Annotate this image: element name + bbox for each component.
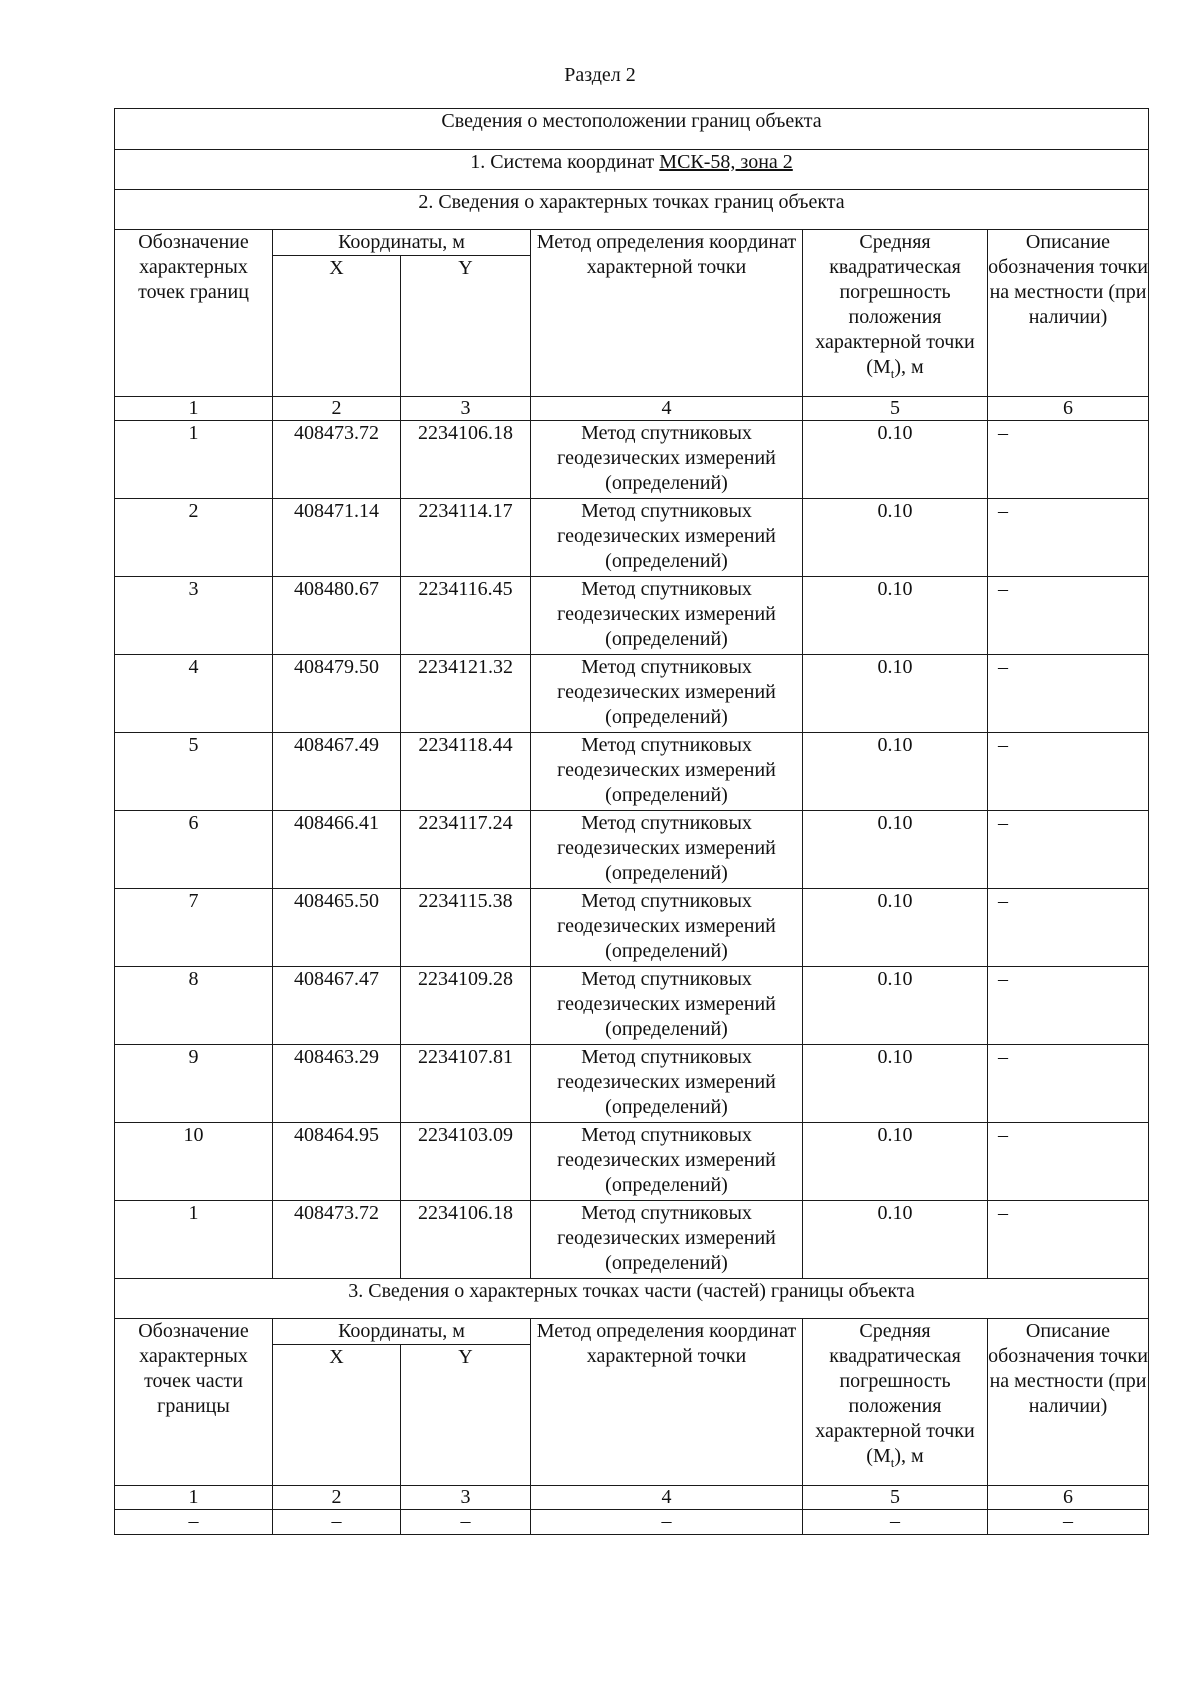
method-cell: Метод спутниковых геодезических измерений (определений) [531, 889, 803, 967]
error-cell: 0.10 [803, 499, 988, 577]
table-cell: – [531, 1510, 803, 1535]
table-row [115, 655, 1149, 733]
column-number: 6 [988, 1486, 1149, 1510]
header-coordinates: Координаты, м [273, 230, 531, 256]
y-cell: 2234107.81 [401, 1045, 531, 1123]
table-row [115, 889, 1149, 967]
column-number: 2 [273, 1486, 401, 1510]
header-mean-error-sub: t [890, 366, 895, 381]
y-cell: 2234121.32 [401, 655, 531, 733]
point-cell: 6 [115, 811, 273, 889]
table-row [115, 733, 1149, 811]
column-number: 4 [531, 397, 803, 421]
y-cell: 2234116.45 [401, 577, 531, 655]
method-cell: Метод спутниковых геодезических измерений (определений) [531, 733, 803, 811]
description-cell: – [988, 889, 1149, 967]
section-heading: 3. Сведения о характерных точках части (частей) границы объекта [115, 1279, 1149, 1319]
table-cell: – [273, 1510, 401, 1535]
y-cell: 2234118.44 [401, 733, 531, 811]
column-number: 3 [401, 397, 531, 421]
description-cell: – [988, 733, 1149, 811]
method-cell: Метод спутниковых геодезических измерений (определений) [531, 421, 803, 499]
point-cell: 8 [115, 967, 273, 1045]
column-number: 5 [803, 397, 988, 421]
column-number: 2 [273, 397, 401, 421]
table-cell: – [988, 1510, 1149, 1535]
header-point-designation: Обозначение характерных точек части границы [115, 1319, 273, 1486]
point-cell: 3 [115, 577, 273, 655]
header-mean-error-sub: t [890, 1455, 895, 1470]
description-cell: – [988, 499, 1149, 577]
section-label: Раздел 2 [564, 64, 636, 86]
point-cell: 9 [115, 1045, 273, 1123]
x-cell: 408463.29 [273, 1045, 401, 1123]
header-mean-error-text: Средняя квадратическая погрешность положения характерной точки (M [815, 231, 975, 378]
boundary-table [114, 108, 1149, 1535]
error-cell: 0.10 [803, 967, 988, 1045]
error-cell: 0.10 [803, 733, 988, 811]
table-row [115, 1045, 1149, 1123]
column-number: 1 [115, 397, 273, 421]
description-cell: – [988, 1045, 1149, 1123]
error-cell: 0.10 [803, 577, 988, 655]
coordinate-system-label: 1. Система координат [470, 151, 660, 173]
coordinate-system-value: МСК-58, зона 2 [659, 151, 793, 173]
error-cell: 0.10 [803, 655, 988, 733]
error-cell: 0.10 [803, 811, 988, 889]
header-mean-error-text: Средняя квадратическая погрешность положения характерной точки (M [815, 1320, 975, 1467]
error-cell: 0.10 [803, 889, 988, 967]
column-number: 5 [803, 1486, 988, 1510]
point-cell: 1 [115, 1201, 273, 1279]
header-mean-error-unit: ), м [894, 356, 924, 378]
header-coordinates: Координаты, м [273, 1319, 531, 1345]
x-cell: 408467.49 [273, 733, 401, 811]
method-cell: Метод спутниковых геодезических измерений (определений) [531, 499, 803, 577]
table-row [115, 1123, 1149, 1201]
description-cell: – [988, 1201, 1149, 1279]
table-cell: – [115, 1510, 273, 1535]
x-cell: 408467.47 [273, 967, 401, 1045]
y-cell: 2234109.28 [401, 967, 531, 1045]
error-cell: 0.10 [803, 421, 988, 499]
header-description: Описание обозначения точки на местности (при наличии) [988, 230, 1149, 397]
x-cell: 408480.67 [273, 577, 401, 655]
table-row [115, 499, 1149, 577]
column-number: 1 [115, 1486, 273, 1510]
description-cell: – [988, 811, 1149, 889]
method-cell: Метод спутниковых геодезических измерений (определений) [531, 655, 803, 733]
y-cell: 2234117.24 [401, 811, 531, 889]
point-cell: 4 [115, 655, 273, 733]
x-cell: 408479.50 [273, 655, 401, 733]
method-cell: Метод спутниковых геодезических измерений (определений) [531, 967, 803, 1045]
table-row [115, 811, 1149, 889]
method-cell: Метод спутниковых геодезических измерений (определений) [531, 1201, 803, 1279]
description-cell: – [988, 1123, 1149, 1201]
error-cell: 0.10 [803, 1123, 988, 1201]
description-cell: – [988, 655, 1149, 733]
header-mean-error [803, 1319, 988, 1486]
x-cell: 408465.50 [273, 889, 401, 967]
y-cell: 2234114.17 [401, 499, 531, 577]
description-cell: – [988, 421, 1149, 499]
y-cell: 2234115.38 [401, 889, 531, 967]
description-cell: – [988, 577, 1149, 655]
y-cell: 2234103.09 [401, 1123, 531, 1201]
table-row [115, 1201, 1149, 1279]
header-method: Метод определения координат характерной точки [531, 230, 803, 397]
section-heading: 2. Сведения о характерных точках границ объекта [115, 190, 1149, 230]
column-number: 6 [988, 397, 1149, 421]
method-cell: Метод спутниковых геодезических измерений (определений) [531, 811, 803, 889]
method-cell: Метод спутниковых геодезических измерений (определений) [531, 1045, 803, 1123]
error-cell: 0.10 [803, 1045, 988, 1123]
method-cell: Метод спутниковых геодезических измерений (определений) [531, 577, 803, 655]
header-mean-error [803, 230, 988, 397]
header-mean-error-unit: ), м [894, 1445, 924, 1467]
header-description: Описание обозначения точки на местности (при наличии) [988, 1319, 1149, 1486]
header-x: X [273, 256, 401, 397]
point-cell: 1 [115, 421, 273, 499]
x-cell: 408473.72 [273, 1201, 401, 1279]
table-cell: – [803, 1510, 988, 1535]
point-cell: 5 [115, 733, 273, 811]
point-cell: 10 [115, 1123, 273, 1201]
header-y: Y [401, 256, 531, 397]
column-number: 3 [401, 1486, 531, 1510]
table-row [115, 577, 1149, 655]
x-cell: 408471.14 [273, 499, 401, 577]
header-method: Метод определения координат характерной точки [531, 1319, 803, 1486]
method-cell: Метод спутниковых геодезических измерений (определений) [531, 1123, 803, 1201]
coordinate-system [115, 150, 1149, 190]
header-point-designation: Обозначение характерных точек границ [115, 230, 273, 397]
column-number: 4 [531, 1486, 803, 1510]
table-row [115, 967, 1149, 1045]
y-cell: 2234106.18 [401, 421, 531, 499]
point-cell: 2 [115, 499, 273, 577]
point-cell: 7 [115, 889, 273, 967]
error-cell: 0.10 [803, 1201, 988, 1279]
x-cell: 408464.95 [273, 1123, 401, 1201]
table-row [115, 1510, 1149, 1535]
table-row [115, 421, 1149, 499]
table-title: Сведения о местоположении границ объекта [115, 109, 1149, 150]
x-cell: 408466.41 [273, 811, 401, 889]
header-y: Y [401, 1345, 531, 1486]
header-x: X [273, 1345, 401, 1486]
description-cell: – [988, 967, 1149, 1045]
y-cell: 2234106.18 [401, 1201, 531, 1279]
x-cell: 408473.72 [273, 421, 401, 499]
table-cell: – [401, 1510, 531, 1535]
